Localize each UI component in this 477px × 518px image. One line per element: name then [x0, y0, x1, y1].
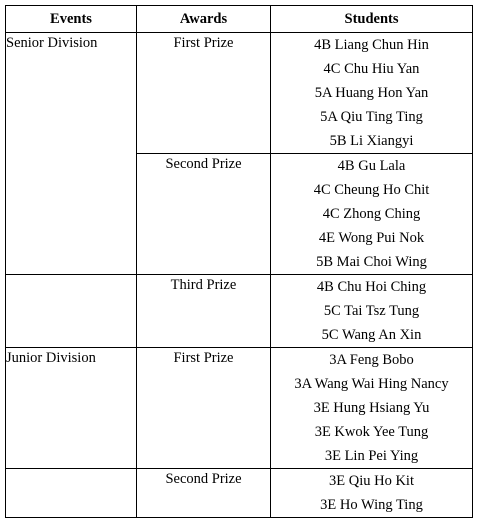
award-name: First Prize: [173, 35, 234, 51]
student-name: 5B Li Xiangyi: [329, 133, 414, 149]
award-name: Second Prize: [165, 156, 242, 172]
student-name: 3E Lin Pei Ying: [324, 448, 419, 464]
students-cell: [271, 348, 473, 469]
division-cell-empty: [6, 275, 137, 348]
award-cell: [137, 469, 271, 518]
header-awards: Awards: [137, 6, 271, 33]
student-name: 3E Ho Wing Ting: [320, 497, 423, 513]
student-name: 5C Tai Tsz Tung: [323, 303, 420, 319]
header-row: [6, 6, 473, 33]
division-name: Junior Division: [6, 350, 96, 366]
division-cell-junior: [6, 348, 137, 469]
students-cell: [271, 469, 473, 518]
award-cell: [137, 275, 271, 348]
students-cell: [271, 33, 473, 154]
header-events: Events: [6, 6, 137, 33]
table-row-senior-third: [6, 275, 473, 348]
student-name: 4C Zhong Ching: [322, 206, 421, 222]
division-name: Senior Division: [6, 35, 98, 51]
student-name: 4C Chu Hiu Yan: [323, 61, 420, 77]
students-cell: [271, 275, 473, 348]
award-name: First Prize: [173, 350, 234, 366]
division-cell-empty: [6, 469, 137, 518]
student-name: 4B Liang Chun Hin: [314, 37, 429, 53]
student-name: 5A Qiu Ting Ting: [320, 109, 423, 125]
student-name: 3E Qiu Ho Kit: [329, 473, 414, 489]
students-cell: [271, 154, 473, 275]
student-name: 5C Wang An Xin: [321, 327, 422, 343]
header-students: Students: [271, 6, 473, 33]
table-row-senior-first: [6, 33, 473, 154]
awards-table: [5, 5, 473, 518]
student-name: 3E Hung Hsiang Yu: [313, 400, 430, 416]
student-name: 5A Huang Hon Yan: [314, 85, 429, 101]
award-cell: [137, 154, 271, 275]
student-name: 5B Mai Choi Wing: [316, 254, 427, 270]
award-name: Third Prize: [170, 277, 237, 293]
table-row-junior-second: [6, 469, 473, 518]
award-name: Second Prize: [165, 471, 242, 487]
table-row-junior-first: [6, 348, 473, 469]
student-name: 4E Wong Pui Nok: [318, 230, 425, 246]
division-cell-senior: [6, 33, 137, 275]
student-name: 3A Feng Bobo: [329, 352, 414, 368]
student-name: 4B Chu Hoi Ching: [316, 279, 427, 295]
award-cell: [137, 33, 271, 154]
student-name: 4C Cheung Ho Chit: [313, 182, 430, 198]
student-name: 3A Wang Wai Hing Nancy: [294, 376, 449, 392]
award-cell: [137, 348, 271, 469]
student-name: 4B Gu Lala: [337, 158, 406, 174]
student-name: 3E Kwok Yee Tung: [314, 424, 429, 440]
